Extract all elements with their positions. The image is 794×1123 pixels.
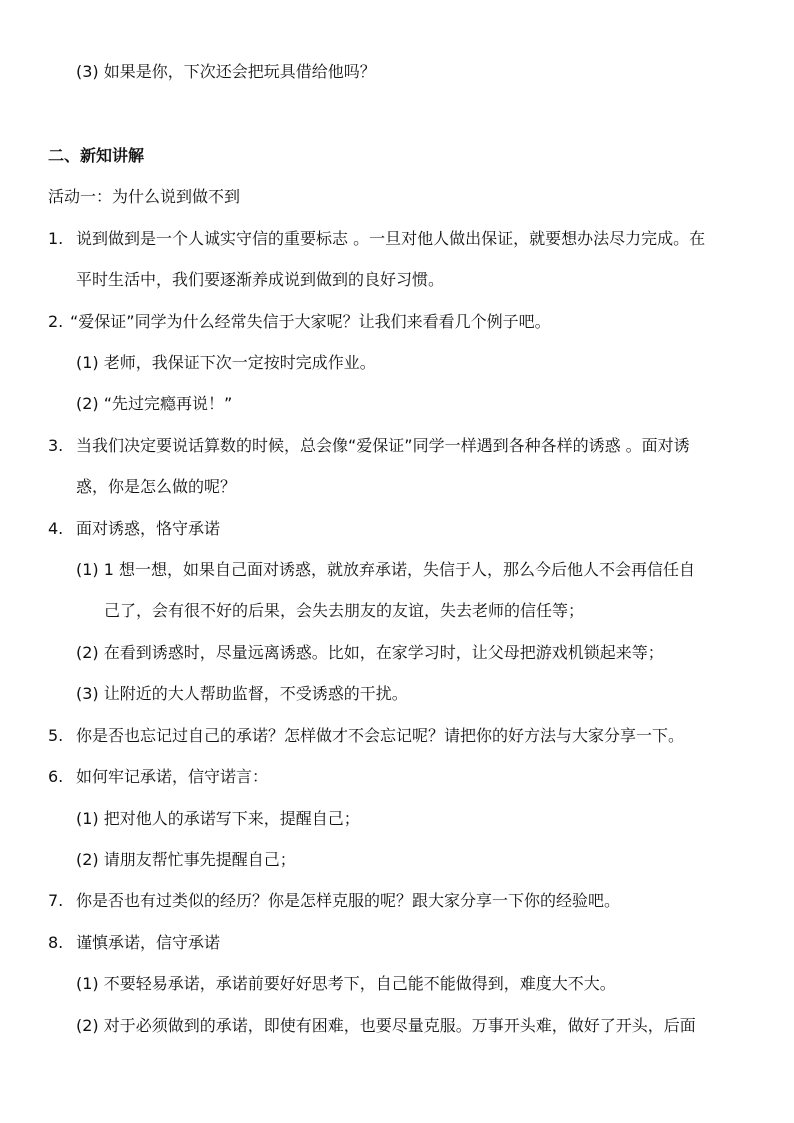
item-number: 1.: [48, 229, 64, 248]
item-text: “爱保证”同学为什么经常失信于大家呢？让我们来看看几个例子吧。: [70, 312, 551, 331]
intro-sub-item: (3) 如果是你，下次还会把玩具借给他吗？: [76, 62, 376, 81]
sub-item-text: (2) 对于必须做到的承诺，即使有困难，也要尽量克服。万事开头难，做好了开头，后面: [76, 1016, 696, 1035]
sub-item-text: (1) 把对他人的承诺写下来，提醒自己；: [76, 809, 360, 828]
item-text: 面对诱惑，恪守承诺: [76, 519, 221, 538]
activity-title: 活动一：为什么说到做不到: [48, 187, 241, 206]
item-number: 6.: [48, 767, 64, 786]
item-number: 3.: [48, 436, 64, 455]
sub-item-text: (2) 在看到诱惑时，尽量远离诱惑。比如，在家学习时，让父母把游戏机锁起来等；: [76, 643, 664, 662]
item-text: 谨慎承诺，信守承诺: [76, 933, 221, 952]
item-number: 4.: [48, 519, 64, 538]
item-text: 你是否也有过类似的经历？你是怎样克服的呢？跟大家分享一下你的经验吧。: [76, 891, 621, 910]
sub-item-text: (1) 老师，我保证下次一定按时完成作业。: [76, 353, 376, 372]
sub-item-text: 己了，会有很不好的后果，会失去朋友的友谊，失去老师的信任等；: [104, 601, 585, 620]
item-number: 2.: [48, 312, 64, 331]
item-number: 7.: [48, 891, 64, 910]
sub-item-text: (1) 1 想一想，如果自己面对诱惑，就放弃承诺，失信于人，那么今后他人不会再信任自: [76, 560, 696, 579]
item-text: 平时生活中，我们要逐渐养成说到做到的良好习惯。: [76, 270, 445, 289]
sub-item-text: (2) “先过完瘾再说！”: [76, 394, 233, 413]
item-number: 8.: [48, 933, 64, 952]
sub-item-text: (3) 让附近的大人帮助监督，不受诱惑的干扰。: [76, 684, 408, 703]
item-text: 如何牢记承诺，信守诺言：: [76, 767, 269, 786]
item-number: 5.: [48, 726, 64, 745]
item-text: 惑，你是怎么做的呢？: [76, 477, 237, 496]
item-text: 当我们决定要说话算数的时候，总会像“爱保证”同学一样遇到各种各样的诱惑 。面对诱: [76, 436, 690, 455]
sub-item-text: (1) 不要轻易承诺，承诺前要好好思考下，自己能不能做得到，难度大不大。: [76, 974, 616, 993]
section-title: 二、新知讲解: [48, 146, 145, 165]
item-text: 说到做到是一个人诚实守信的重要标志 。一旦对他人做出保证，就要想办法尽力完成。在: [76, 229, 706, 248]
sub-item-text: (2) 请朋友帮忙事先提醒自己；: [76, 850, 296, 869]
item-text: 你是否也忘记过自己的承诺？怎样做才不会忘记呢？请把你的好方法与大家分享一下。: [76, 726, 685, 745]
